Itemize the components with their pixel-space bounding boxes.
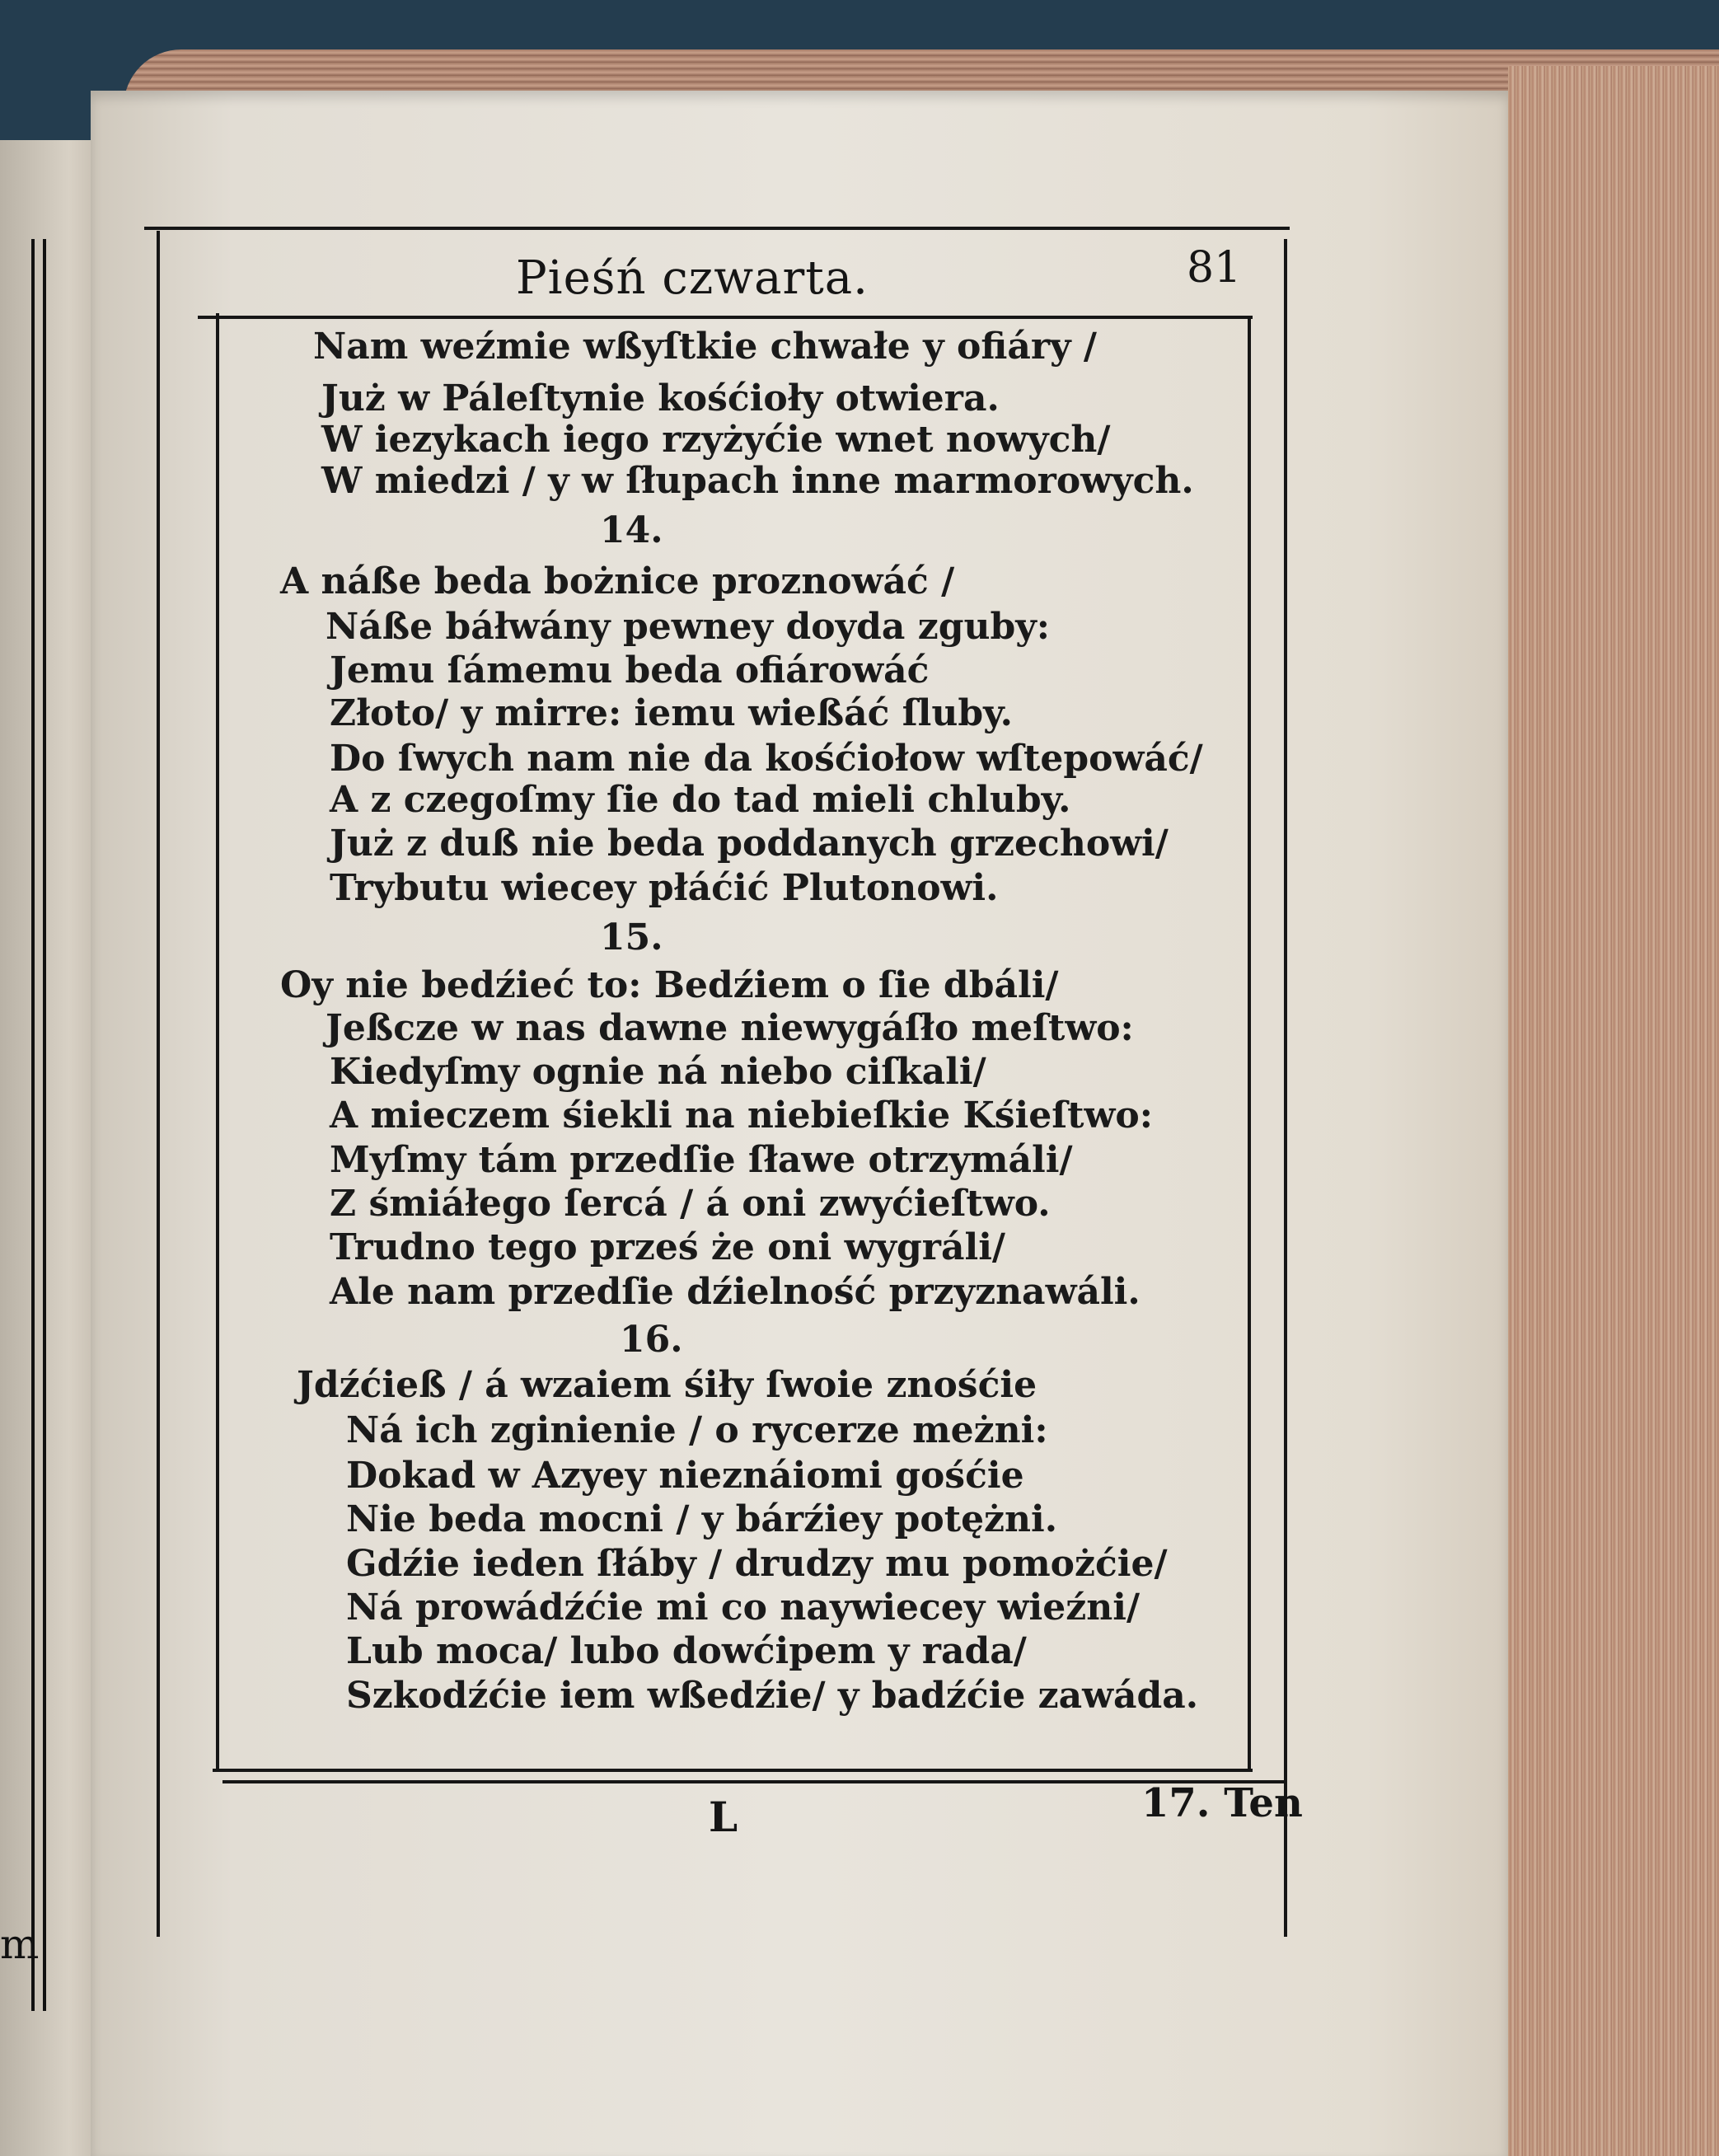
verse-line: Ale nam przedſie dźielność przyznawáli.	[330, 1271, 1141, 1313]
verse-line: Lub moca/ lubo dowćipem y rada/	[346, 1630, 1027, 1672]
verse-line: Myſmy tám przedſie ſławe otrzymáli/	[330, 1139, 1073, 1181]
page-block-fore-edge	[1508, 66, 1719, 2156]
verse-line: W iezykach iego rzyżyćie wnet nowych/	[321, 419, 1111, 461]
verse-line: Ná prowádźćie mi co naywiecey wieźni/	[346, 1587, 1141, 1629]
verse-line: Z śmiáłego ſercá / á oni zwyćieſtwo.	[330, 1183, 1051, 1225]
verse-line: Jdźćieß / á wzaiem śiły ſwoie znośćie	[297, 1364, 1037, 1406]
frame-footer-rule	[222, 1780, 1286, 1783]
verse-line: Oy nie bedźieć to: Bedźiem o ſie dbáli/	[280, 964, 1059, 1006]
stanza-number: 15.	[600, 916, 663, 958]
left-frame-rule	[43, 239, 46, 2011]
verse-line: Ná ich zginienie / o rycerze meżni:	[346, 1409, 1048, 1451]
frame-outer-right	[1284, 239, 1287, 1937]
verse-line: Gdźie ieden ſłáby / drudzy mu pomożćie/	[346, 1543, 1168, 1585]
verse-line: Do ſwych nam nie da kośćiołow wſtepowáć/	[330, 738, 1203, 780]
frame-outer-left	[157, 231, 160, 1937]
verse-line: Już w Páleſtynie kośćioły otwiera.	[321, 377, 1000, 419]
frame-bottom-rule	[213, 1769, 1253, 1772]
verse-line: Nam weźmie wßyſtkie chwałe y ofiáry /	[313, 326, 1097, 368]
verse-line: Szkodźćie iem wßedźie/ y badźćie zawáda.	[346, 1675, 1199, 1717]
stanza-number: 16.	[620, 1319, 683, 1361]
left-page-fragment-text: m	[0, 1920, 40, 1968]
frame-header-rule	[198, 316, 1253, 319]
verse-line: Dokad w Azyey nieznáiomi gośćie	[346, 1455, 1024, 1497]
verse-line: A náße beda bożnice proznowáć /	[280, 560, 955, 602]
verse-line: Jemu ſámemu beda ofiárowáć	[330, 649, 930, 691]
signature-mark: L	[709, 1793, 738, 1841]
verse-line: A z czegoſmy ſie do tad mieli chluby.	[330, 779, 1071, 821]
page-title: Pieśń czwarta.	[516, 251, 869, 305]
verse-line: Trudno tego prześ że oni wygráli/	[330, 1226, 1005, 1268]
verse-line: Już z duß nie beda poddanych grzechowi/	[330, 823, 1169, 865]
verse-line: Kiedyſmy ognie ná niebo ciſkali/	[330, 1051, 986, 1093]
verse-line: Jeßcze w nas dawne niewygáſło meſtwo:	[326, 1007, 1134, 1049]
stanza-number: 14.	[600, 509, 663, 551]
page-number: 81	[1187, 243, 1242, 293]
verse-line: A mieczem śiekli na niebieſkie Kśieſtwo:	[330, 1094, 1153, 1137]
verse-line: Nie beda mocni / y bárźiey potężni.	[346, 1498, 1058, 1540]
frame-inner-right	[1248, 317, 1251, 1772]
frame-inner-left	[216, 313, 219, 1772]
frame-top-rule	[144, 227, 1290, 230]
left-frame-rule	[31, 239, 35, 2011]
catchword: 17. Ten	[1141, 1780, 1303, 1826]
verse-line: Náße báłwány pewney doyda zguby:	[326, 606, 1051, 648]
verse-line: W miedzi / y w ſłupach inne marmorowych.	[321, 460, 1194, 502]
verse-line: Trybutu wiecey płáćić Plutonowi.	[330, 867, 999, 909]
verse-line: Złoto/ y mirre: iemu wießáć ſluby.	[330, 692, 1013, 734]
